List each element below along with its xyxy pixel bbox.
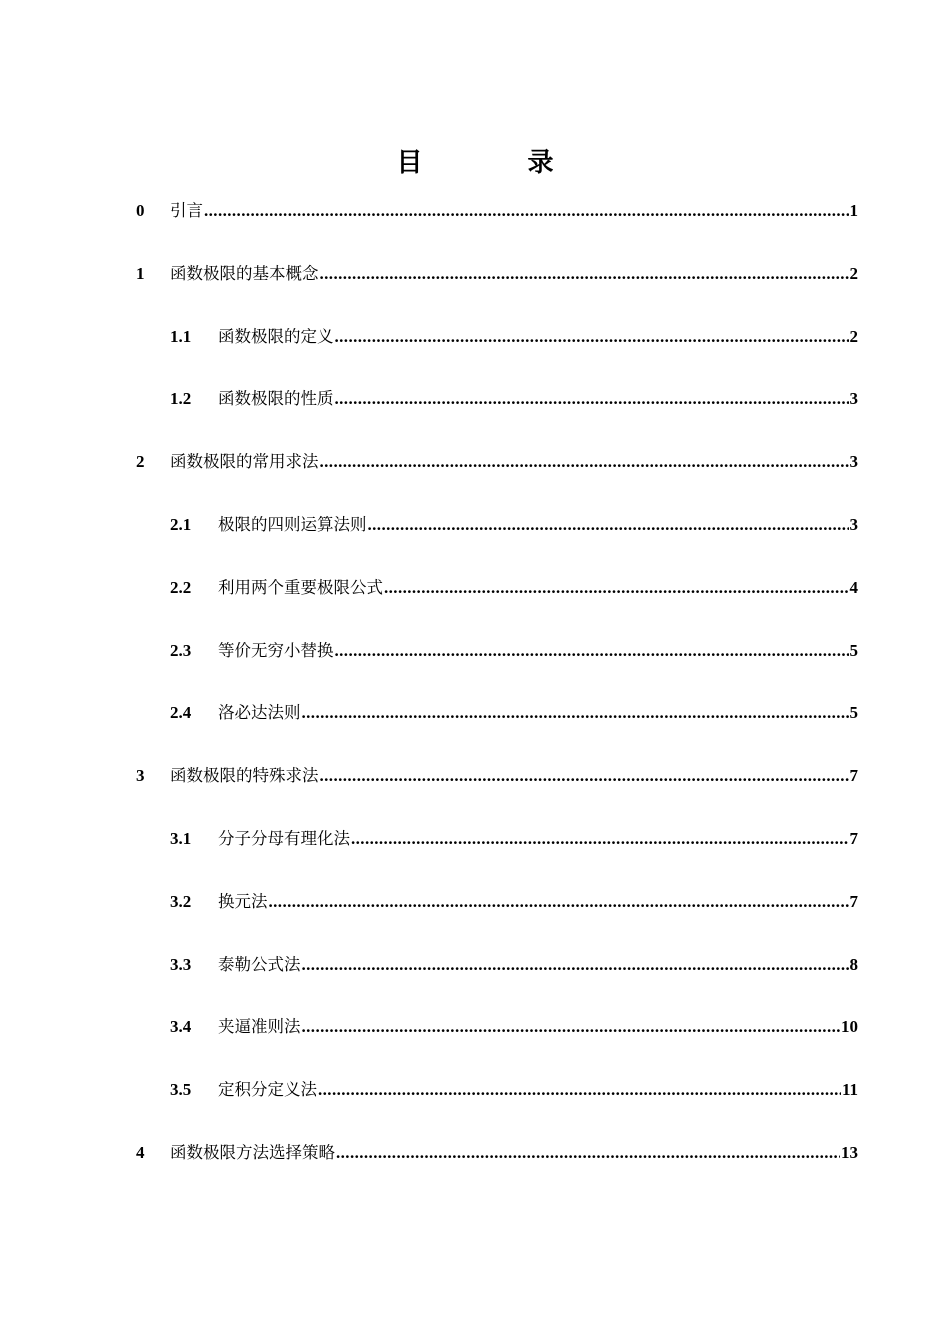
toc-entry-label: 函数极限的基本概念 bbox=[170, 263, 319, 283]
toc-entry-page: 2 bbox=[849, 326, 858, 346]
toc-entry[interactable] bbox=[0, 695, 950, 758]
toc-entry-number: 3.5 bbox=[170, 1080, 192, 1100]
toc-entry-number: 1 bbox=[136, 263, 145, 283]
toc-dot-leader bbox=[320, 444, 849, 480]
toc-dot-leader bbox=[320, 758, 849, 794]
toc-entry-number: 2 bbox=[136, 452, 145, 472]
toc-entry[interactable] bbox=[0, 1072, 950, 1135]
toc-entry-number: 3.3 bbox=[170, 954, 192, 974]
toc-dot-leader bbox=[320, 256, 849, 292]
toc-entry-page: 3 bbox=[849, 514, 858, 534]
toc-entry-number: 4 bbox=[136, 1142, 145, 1162]
toc-entry-label: 定积分定义法 bbox=[218, 1080, 317, 1100]
toc-entry-label: 函数极限的常用求法 bbox=[170, 452, 319, 472]
toc-entry-page: 1 bbox=[849, 201, 858, 220]
toc-dot-leader bbox=[368, 507, 849, 543]
toc-entry-page: 4 bbox=[849, 577, 858, 597]
toc-entry[interactable] bbox=[0, 821, 950, 884]
toc-entry[interactable] bbox=[0, 193, 950, 256]
toc-entry-number: 2.2 bbox=[170, 577, 192, 597]
toc-entry-number: 3 bbox=[136, 766, 145, 786]
toc-dot-leader bbox=[335, 381, 849, 417]
toc-entry[interactable] bbox=[0, 319, 950, 382]
toc-entry-label: 换元法 bbox=[218, 891, 268, 911]
toc-entry-label: 夹逼准则法 bbox=[218, 1017, 301, 1037]
toc-entry-page: 10 bbox=[841, 1017, 858, 1037]
toc-entry-label: 引言 bbox=[170, 201, 203, 220]
toc-entry-number: 1.2 bbox=[170, 389, 192, 409]
toc-entry[interactable] bbox=[0, 947, 950, 1010]
toc-dot-leader bbox=[318, 1072, 841, 1108]
toc-entry-label: 洛必达法则 bbox=[218, 703, 301, 723]
toc-entry-label: 函数极限方法选择策略 bbox=[170, 1142, 335, 1162]
toc-dot-leader bbox=[335, 633, 849, 669]
toc-entry-number: 3.1 bbox=[170, 828, 192, 848]
toc-entry-number: 2.4 bbox=[170, 703, 192, 723]
toc-dot-leader bbox=[302, 1009, 841, 1045]
toc-entry-page: 13 bbox=[841, 1142, 858, 1162]
toc-entry-page: 7 bbox=[849, 766, 858, 786]
toc-title: 目 录 bbox=[396, 148, 602, 178]
toc-entry-page: 3 bbox=[849, 452, 858, 472]
toc-entry[interactable] bbox=[0, 256, 950, 319]
toc-entry[interactable] bbox=[0, 633, 950, 696]
toc-dot-leader bbox=[204, 193, 849, 229]
toc-entry[interactable] bbox=[0, 381, 950, 444]
toc-list bbox=[0, 193, 950, 1198]
toc-entry-number: 0 bbox=[136, 201, 145, 220]
toc-dot-leader bbox=[384, 570, 849, 606]
toc-entry[interactable] bbox=[0, 444, 950, 507]
toc-entry-page: 7 bbox=[849, 828, 858, 848]
toc-entry-label: 极限的四则运算法则 bbox=[218, 514, 367, 534]
toc-entry-number: 1.1 bbox=[170, 326, 192, 346]
toc-dot-leader bbox=[336, 1135, 840, 1171]
toc-entry-label: 函数极限的性质 bbox=[218, 389, 334, 409]
toc-entry[interactable] bbox=[0, 758, 950, 821]
toc-entry-label: 利用两个重要极限公式 bbox=[218, 577, 383, 597]
toc-entry-page: 8 bbox=[849, 954, 858, 974]
toc-entry-label: 函数极限的特殊求法 bbox=[170, 766, 319, 786]
toc-entry[interactable] bbox=[0, 570, 950, 633]
toc-dot-leader bbox=[302, 947, 849, 983]
toc-entry-label: 等价无穷小替换 bbox=[218, 640, 334, 660]
toc-entry-label: 泰勒公式法 bbox=[218, 954, 301, 974]
toc-entry-page: 5 bbox=[849, 703, 858, 723]
toc-entry-number: 2.3 bbox=[170, 640, 192, 660]
toc-dot-leader bbox=[351, 821, 849, 857]
toc-entry-page: 3 bbox=[849, 389, 858, 409]
toc-entry-page: 5 bbox=[849, 640, 858, 660]
toc-dot-leader bbox=[269, 884, 849, 920]
toc-entry-number: 3.4 bbox=[170, 1017, 192, 1037]
toc-entry-page: 7 bbox=[849, 891, 858, 911]
toc-dot-leader bbox=[335, 319, 849, 355]
toc-entry-label: 函数极限的定义 bbox=[218, 326, 334, 346]
toc-entry[interactable] bbox=[0, 1135, 950, 1198]
toc-entry-number: 3.2 bbox=[170, 891, 192, 911]
toc-entry-page: 2 bbox=[849, 263, 858, 283]
toc-entry-number: 2.1 bbox=[170, 514, 192, 534]
toc-entry-label: 分子分母有理化法 bbox=[218, 828, 350, 848]
toc-entry[interactable] bbox=[0, 507, 950, 570]
toc-entry[interactable] bbox=[0, 884, 950, 947]
toc-entry[interactable] bbox=[0, 1009, 950, 1072]
toc-dot-leader bbox=[302, 695, 849, 731]
toc-entry-page: 11 bbox=[841, 1080, 858, 1100]
